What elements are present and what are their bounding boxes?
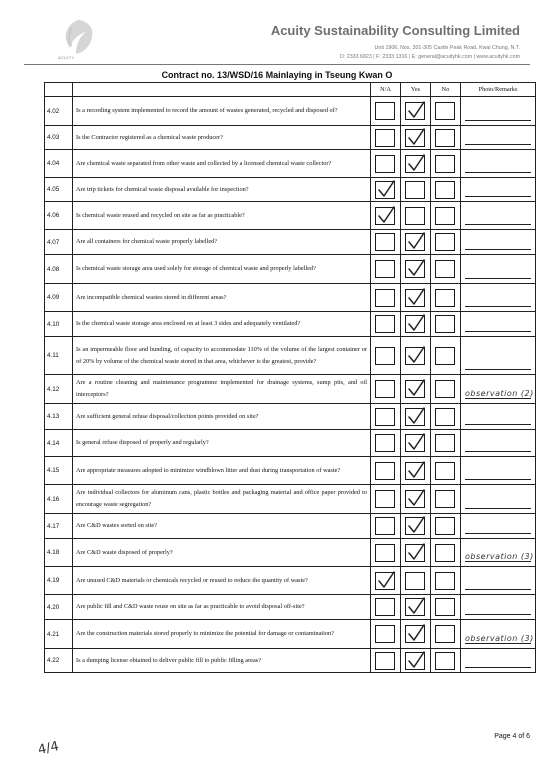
item-number: 4.22 (45, 649, 73, 673)
item-number: 4.19 (45, 567, 73, 595)
cell-remarks (461, 567, 536, 595)
cell-remarks (461, 126, 536, 150)
checkbox-yes[interactable] (405, 652, 425, 670)
cell-no (431, 284, 461, 312)
remarks-line (465, 398, 531, 399)
checkbox-no[interactable] (435, 181, 455, 199)
checkbox-yes[interactable] (405, 434, 425, 452)
checkbox-na[interactable] (375, 408, 395, 426)
item-question: Is the chemical waste storage area enclosed on at least 3 sides and adequately ventilated? (73, 312, 371, 337)
checklist-row (45, 126, 536, 150)
remarks-line (465, 369, 531, 370)
cell-no (431, 567, 461, 595)
page-number: Page 4 of 6 (494, 733, 530, 740)
checkbox-na[interactable] (375, 181, 395, 199)
cell-na (371, 567, 401, 595)
cell-na (371, 312, 401, 337)
checkmark-icon (406, 543, 426, 563)
checkbox-na[interactable] (375, 129, 395, 147)
remarks-line (465, 196, 531, 197)
cell-yes (401, 514, 431, 539)
checkbox-no[interactable] (435, 490, 455, 508)
checkbox-no[interactable] (435, 347, 455, 365)
cell-remarks (461, 230, 536, 255)
cell-na (371, 375, 401, 404)
cell-yes (401, 284, 431, 312)
item-number: 4.07 (45, 230, 73, 255)
checkbox-na[interactable] (375, 462, 395, 480)
cell-no (431, 178, 461, 202)
header-divider (24, 64, 530, 65)
cell-na (371, 457, 401, 485)
cell-yes (401, 312, 431, 337)
company-name: Acuity Sustainability Consulting Limited (270, 23, 520, 38)
cell-yes (401, 97, 431, 126)
item-number: 4.06 (45, 202, 73, 230)
cell-na (371, 404, 401, 430)
remarks-line (465, 306, 531, 307)
checkbox-no[interactable] (435, 652, 455, 670)
item-number: 4.17 (45, 514, 73, 539)
item-number: 4.13 (45, 404, 73, 430)
checkbox-na[interactable] (375, 544, 395, 562)
checklist-table (44, 82, 536, 673)
remarks-line (465, 643, 531, 644)
checklist-row (45, 178, 536, 202)
cell-yes (401, 620, 431, 649)
checkbox-no[interactable] (435, 434, 455, 452)
checkbox-yes[interactable] (405, 625, 425, 643)
cell-remarks (461, 178, 536, 202)
checkbox-na[interactable] (375, 490, 395, 508)
cell-na (371, 539, 401, 567)
cell-no (431, 649, 461, 673)
checkbox-yes[interactable] (405, 490, 425, 508)
checkbox-yes[interactable] (405, 289, 425, 307)
checklist-row (45, 430, 536, 457)
item-number: 4.18 (45, 539, 73, 567)
cell-na (371, 430, 401, 457)
checkbox-yes[interactable] (405, 517, 425, 535)
checkbox-yes[interactable] (405, 207, 425, 225)
checklist-row (45, 150, 536, 178)
cell-yes (401, 457, 431, 485)
checklist-row (45, 404, 536, 430)
cell-remarks (461, 485, 536, 514)
cell-no (431, 514, 461, 539)
checkmark-icon (406, 433, 426, 453)
item-question: Are a routine cleaning and maintenance programme implemented for drainage systems, sump pits, and oil interceptors? (73, 375, 371, 404)
cell-na (371, 202, 401, 230)
remarks-line (465, 224, 531, 225)
cell-remarks (461, 337, 536, 375)
checkbox-no[interactable] (435, 625, 455, 643)
item-question: Are C&D waste disposed of properly? (73, 539, 371, 567)
checkbox-yes[interactable] (405, 408, 425, 426)
item-question: Are unused C&D materials or chemicals recycled or reused to reduce the quantity of waste? (73, 567, 371, 595)
checkbox-na[interactable] (375, 652, 395, 670)
cell-no (431, 430, 461, 457)
checkbox-yes[interactable] (405, 129, 425, 147)
remarks-line (465, 589, 531, 590)
cell-remarks (461, 457, 536, 485)
cell-na (371, 255, 401, 284)
checkmark-icon (406, 259, 426, 279)
item-question: Is an impermeable floor and bunding, of capacity to accommodate 110% of the volume of the largest container or of 20% by volume of the chemical waste stored in that area, whichever is the greatest, provide? (73, 337, 371, 375)
cell-na (371, 97, 401, 126)
cell-yes (401, 649, 431, 673)
contract-title: Contract no. 13/WSD/16 Mainlaying in Tseung Kwan O (161, 70, 393, 80)
header-no-col: No (431, 83, 461, 97)
handwritten-remark: observation (3) (465, 552, 534, 561)
checkmark-icon (406, 101, 426, 121)
checkbox-no[interactable] (435, 129, 455, 147)
checklist-row (45, 337, 536, 375)
checkmark-icon (406, 624, 426, 644)
item-question: Are public fill and C&D waste reuse on site as far as practicable to avoid disposal off-site? (73, 595, 371, 620)
cell-no (431, 126, 461, 150)
cell-na (371, 595, 401, 620)
header-no (45, 83, 73, 97)
table-header-row (45, 83, 536, 97)
checkbox-na[interactable] (375, 102, 395, 120)
checkmark-icon (406, 379, 426, 399)
cell-na (371, 150, 401, 178)
item-question: Are chemical waste separated from other waste and collected by a licensed chemical waste collector? (73, 150, 371, 178)
item-question: Are trip tickets for chemical waste disposal available for inspection? (73, 178, 371, 202)
checkbox-yes[interactable] (405, 181, 425, 199)
cell-yes (401, 539, 431, 567)
item-number: 4.09 (45, 284, 73, 312)
item-question: Are appropriate measures adopted to minimize windblown litter and dust during transportation of waste? (73, 457, 371, 485)
checklist-row (45, 202, 536, 230)
checkmark-icon (406, 407, 426, 427)
checkbox-na[interactable] (375, 572, 395, 590)
cell-na (371, 649, 401, 673)
cell-yes (401, 404, 431, 430)
checkmark-icon (406, 489, 426, 509)
item-number: 4.08 (45, 255, 73, 284)
cell-yes (401, 430, 431, 457)
company-address (340, 44, 520, 62)
remarks-line (465, 424, 531, 425)
checkmark-icon (406, 154, 426, 174)
checkbox-yes[interactable] (405, 380, 425, 398)
cell-no (431, 230, 461, 255)
cell-remarks (461, 202, 536, 230)
cell-no (431, 312, 461, 337)
checkbox-no[interactable] (435, 517, 455, 535)
cell-no (431, 620, 461, 649)
header-remarks: Photo/Remarks (461, 83, 536, 97)
checklist-row (45, 649, 536, 673)
checkbox-na[interactable] (375, 289, 395, 307)
cell-remarks (461, 539, 536, 567)
checklist-row (45, 230, 536, 255)
checkbox-yes[interactable] (405, 315, 425, 333)
checkbox-no[interactable] (435, 462, 455, 480)
checkbox-no[interactable] (435, 380, 455, 398)
checkbox-no[interactable] (435, 207, 455, 225)
remarks-line (465, 508, 531, 509)
checkmark-icon (376, 571, 396, 591)
checkbox-na[interactable] (375, 380, 395, 398)
checkmark-icon (406, 516, 426, 536)
checkbox-no[interactable] (435, 102, 455, 120)
checkmark-icon (406, 597, 426, 617)
item-question: Is a recording system implemented to record the amount of wastes generated, recycled and disposed of? (73, 97, 371, 126)
checkmark-icon (376, 180, 396, 200)
cell-na (371, 230, 401, 255)
item-number: 4.15 (45, 457, 73, 485)
item-question: Are sufficient general refuse disposal/collection points provided on site? (73, 404, 371, 430)
checkbox-yes[interactable] (405, 233, 425, 251)
cell-remarks (461, 514, 536, 539)
checkmark-icon (376, 206, 396, 226)
cell-yes (401, 375, 431, 404)
cell-remarks (461, 97, 536, 126)
checkbox-na[interactable] (375, 233, 395, 251)
cell-no (431, 255, 461, 284)
remarks-line (465, 561, 531, 562)
checkbox-na[interactable] (375, 434, 395, 452)
item-number: 4.10 (45, 312, 73, 337)
checkbox-no[interactable] (435, 315, 455, 333)
cell-yes (401, 337, 431, 375)
item-number: 4.05 (45, 178, 73, 202)
checkbox-no[interactable] (435, 289, 455, 307)
cell-remarks (461, 430, 536, 457)
cell-remarks (461, 595, 536, 620)
item-question: Are the construction materials stored properly to minimize the potential for damage or contamination? (73, 620, 371, 649)
cell-no (431, 485, 461, 514)
cell-yes (401, 567, 431, 595)
item-number: 4.03 (45, 126, 73, 150)
checkbox-yes[interactable] (405, 572, 425, 590)
cell-yes (401, 202, 431, 230)
cell-no (431, 595, 461, 620)
cell-no (431, 404, 461, 430)
cell-remarks (461, 404, 536, 430)
cell-yes (401, 126, 431, 150)
checkmark-icon (406, 128, 426, 148)
checkbox-yes[interactable] (405, 544, 425, 562)
item-question: Is general refuse disposed of properly and regularly? (73, 430, 371, 457)
cell-no (431, 202, 461, 230)
checkbox-yes[interactable] (405, 102, 425, 120)
checkmark-icon (406, 314, 426, 334)
header-yes: Yes (401, 83, 431, 97)
item-question: Are incompatible chemical wastes stored in different areas? (73, 284, 371, 312)
item-question: Is a dumping license obtained to deliver public fill to public filling areas? (73, 649, 371, 673)
cell-remarks (461, 150, 536, 178)
remarks-line (465, 667, 531, 668)
item-number: 4.12 (45, 375, 73, 404)
checkmark-icon (406, 346, 426, 366)
checklist-row (45, 457, 536, 485)
cell-yes (401, 178, 431, 202)
cell-remarks (461, 375, 536, 404)
cell-remarks (461, 255, 536, 284)
checklist-row (45, 284, 536, 312)
header-question (73, 83, 371, 97)
checklist-row (45, 312, 536, 337)
checklist-row (45, 375, 536, 404)
cell-remarks (461, 284, 536, 312)
item-question: Are all containers for chemical waste properly labelled? (73, 230, 371, 255)
item-question: Are C&D wastes sorted on site? (73, 514, 371, 539)
checkbox-na[interactable] (375, 260, 395, 278)
checklist-row (45, 485, 536, 514)
item-number: 4.21 (45, 620, 73, 649)
item-number: 4.16 (45, 485, 73, 514)
cell-na (371, 126, 401, 150)
cell-na (371, 178, 401, 202)
checkbox-na[interactable] (375, 517, 395, 535)
checkmark-icon (406, 651, 426, 671)
item-number: 4.14 (45, 430, 73, 457)
cell-yes (401, 230, 431, 255)
handwritten-remark: observation (2) (465, 389, 534, 398)
checkbox-no[interactable] (435, 544, 455, 562)
cell-na (371, 337, 401, 375)
item-question: Is the Contractor registered as a chemical waste producer? (73, 126, 371, 150)
remarks-line (465, 144, 531, 145)
cell-remarks (461, 312, 536, 337)
cell-remarks (461, 620, 536, 649)
item-number: 4.04 (45, 150, 73, 178)
checkbox-no[interactable] (435, 155, 455, 173)
cell-remarks (461, 649, 536, 673)
checkbox-yes[interactable] (405, 598, 425, 616)
item-question: Is chemical waste reused and recycled on site as far as practicable? (73, 202, 371, 230)
checkbox-yes[interactable] (405, 462, 425, 480)
checklist-row (45, 620, 536, 649)
cell-na (371, 485, 401, 514)
checklist-row (45, 539, 536, 567)
checkbox-na[interactable] (375, 625, 395, 643)
cell-yes (401, 150, 431, 178)
remarks-line (465, 479, 531, 480)
cell-no (431, 337, 461, 375)
cell-no (431, 539, 461, 567)
checkbox-no[interactable] (435, 408, 455, 426)
checkbox-yes[interactable] (405, 155, 425, 173)
checkbox-no[interactable] (435, 260, 455, 278)
checkbox-yes[interactable] (405, 260, 425, 278)
header-na: N/A (371, 83, 401, 97)
cell-yes (401, 595, 431, 620)
item-question: Are individual collectors for aluminum cans, plastic bottles and packaging material and office paper provided to encourage waste segregation? (73, 485, 371, 514)
address-line-1: Unit 1906, Nos. 301-305 Castle Peak Road, Kwai Chung, N.T. (374, 45, 520, 51)
handwritten-page-fraction: 4/4 (36, 738, 61, 759)
remarks-line (465, 278, 531, 279)
checklist-row (45, 97, 536, 126)
checkbox-no[interactable] (435, 572, 455, 590)
item-number: 4.11 (45, 337, 73, 375)
remarks-line (465, 249, 531, 250)
checklist-row (45, 595, 536, 620)
checklist-row (45, 514, 536, 539)
checkbox-no[interactable] (435, 233, 455, 251)
remarks-line (465, 120, 531, 121)
cell-yes (401, 255, 431, 284)
checklist-row (45, 567, 536, 595)
item-number: 4.20 (45, 595, 73, 620)
remarks-line (465, 451, 531, 452)
remarks-line (465, 614, 531, 615)
checkbox-na[interactable] (375, 347, 395, 365)
checkbox-na[interactable] (375, 315, 395, 333)
logo-caption: ACUITY (58, 55, 75, 60)
remarks-line (465, 172, 531, 173)
checklist-row (45, 255, 536, 284)
checkmark-icon (406, 288, 426, 308)
cell-no (431, 150, 461, 178)
checkmark-icon (406, 461, 426, 481)
remarks-line (465, 331, 531, 332)
cell-no (431, 457, 461, 485)
item-question: Is chemical waste storage area used solely for storage of chemical waste and properly labelled? (73, 255, 371, 284)
checkmark-icon (406, 232, 426, 252)
checkbox-na[interactable] (375, 155, 395, 173)
checkbox-yes[interactable] (405, 347, 425, 365)
cell-no (431, 97, 461, 126)
item-number: 4.02 (45, 97, 73, 126)
checkbox-no[interactable] (435, 598, 455, 616)
cell-yes (401, 485, 431, 514)
cell-na (371, 514, 401, 539)
cell-no (431, 375, 461, 404)
cell-na (371, 284, 401, 312)
checkbox-na[interactable] (375, 598, 395, 616)
address-line-2: D: 2333 6823 | F: 2333 1316 | E: general@acuityhk.com | www.acuityhk.com (340, 54, 520, 60)
handwritten-remark: observation (3) (465, 634, 534, 643)
remarks-line (465, 533, 531, 534)
cell-na (371, 620, 401, 649)
checkbox-na[interactable] (375, 207, 395, 225)
